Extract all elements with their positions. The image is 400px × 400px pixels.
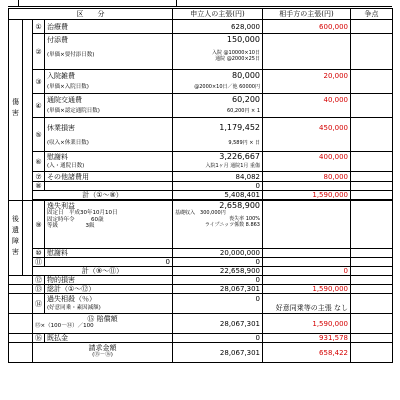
claimant-value: 80,000: [232, 71, 260, 80]
row-label: 通院交通費: [47, 96, 82, 104]
fixed-date-line: 固定日 平成30年10月10日: [47, 210, 118, 216]
table-row: [9, 258, 393, 267]
subtotal-row: [9, 267, 393, 276]
row-label: 請求金額: [88, 344, 117, 352]
header-category: 区 分: [9, 9, 173, 20]
divider: [18, 0, 19, 6]
claimant-cell: [173, 70, 263, 94]
table-row: [9, 20, 393, 34]
table-row: [9, 34, 393, 70]
claimant-value: 2,658,900: [219, 201, 260, 210]
age-line: 固定時年令 60歳: [47, 216, 104, 223]
claimant-value: 60,200: [232, 95, 260, 104]
respondent-value: [263, 34, 351, 70]
row-number: ②: [33, 34, 45, 70]
lost-income-cell: [45, 201, 173, 249]
row-label-cell: [45, 294, 173, 314]
respondent-value: 80,000: [263, 172, 351, 182]
blank-cell: [9, 285, 33, 294]
loss-rate-line: 喪失率 100%: [229, 216, 260, 222]
subtotal-claimant: 5,408,401: [173, 191, 263, 200]
claimant-detail: 60,200円 × 1: [226, 108, 260, 114]
table-row: [9, 314, 393, 334]
issue-cell: [351, 294, 393, 314]
respondent-value: [263, 249, 351, 258]
row-label: 既払金: [45, 334, 173, 343]
row-label: その他諸費用: [45, 172, 173, 182]
issue-cell: [351, 276, 393, 285]
subtotal-label: 計（⑨～⑪）: [33, 267, 173, 276]
blank-amount-mid: 0: [45, 258, 173, 267]
row-sublabel: (好意同乗・素因減額): [47, 305, 101, 311]
row-label: 慰謝料: [45, 249, 173, 258]
table-row: [9, 276, 393, 285]
respondent-value: 40,000: [263, 94, 351, 118]
claimant-value: 0: [173, 334, 263, 343]
claimant-value: 0: [173, 294, 263, 314]
grade-line: 等級 3級: [47, 223, 95, 229]
issue-cell: [351, 172, 393, 182]
blank-cell: [9, 314, 33, 334]
issue-cell: [351, 191, 393, 200]
row-number: ⑬: [33, 285, 45, 294]
respondent-value: 450,000: [263, 118, 351, 152]
claimant-value: 20,000,000: [173, 249, 263, 258]
issue-cell: [351, 201, 393, 249]
claimant-cell: [173, 118, 263, 152]
row-number: ①: [33, 20, 45, 34]
claim-table: [8, 8, 393, 363]
respondent-value: 1,590,000: [263, 314, 351, 334]
row-number: ⑯: [33, 334, 45, 343]
respondent-value: [263, 276, 351, 285]
respondent-value: 20,000: [263, 70, 351, 94]
row-sublabel: (⑮－⑯): [92, 352, 113, 358]
row-number: ⑤: [33, 118, 45, 152]
header-respondent: 相手方の主張(円): [263, 9, 351, 20]
row-sublabel: (単価×入院日数): [47, 84, 89, 90]
issue-cell: [351, 94, 393, 118]
claimant-value: 0: [173, 276, 263, 285]
issue-cell: [351, 314, 393, 334]
group-aftereffect: 後遺障害: [9, 201, 23, 276]
issue-cell: [351, 334, 393, 343]
row-label-cell: [45, 118, 173, 152]
respondent-value: 600,000: [263, 20, 351, 34]
issue-cell: [351, 152, 393, 172]
claimant-value: 150,000: [226, 35, 260, 44]
table-row: [9, 334, 393, 343]
row-number: ⑧: [33, 182, 45, 191]
claimant-value: 3,226,667: [219, 152, 260, 161]
row-number: ⑩: [33, 249, 45, 258]
table-row: [9, 343, 393, 363]
issue-cell: [351, 267, 393, 276]
subtotal-row: [9, 191, 393, 200]
table-row: [9, 118, 393, 152]
respondent-value: [263, 258, 351, 267]
respondent-value: 400,000: [263, 152, 351, 172]
claimant-value: 0: [173, 258, 263, 267]
claimant-cell: [173, 34, 263, 70]
table-row: [9, 249, 393, 258]
row-label-cell: [45, 70, 173, 94]
issue-cell: [351, 343, 393, 363]
row-sublabel: ⑬×（100－⑭）／100: [35, 323, 94, 329]
row-label: 逸失利益: [47, 202, 75, 210]
row-label-cell: [45, 94, 173, 118]
respondent-value: 1,590,000: [263, 285, 351, 294]
basic-income-line: 基礎収入 300,000円: [175, 210, 226, 216]
claimant-value: 84,082: [173, 172, 263, 182]
row-label: 入院雑費: [47, 72, 75, 80]
respondent-value: [263, 182, 351, 191]
table-row: [9, 285, 393, 294]
blank-cell: [9, 276, 33, 285]
row-label: ⑮ 賠償額: [87, 315, 118, 323]
claimant-value: 28,067,301: [173, 314, 263, 334]
claimant-cell: [173, 94, 263, 118]
subtotal-label: 計（①～⑧）: [33, 191, 173, 200]
row-number: ④: [33, 94, 45, 118]
table-row: [9, 294, 393, 314]
blank-cell: [9, 334, 33, 343]
table-row: [9, 182, 393, 191]
claimant-cell: [173, 152, 263, 172]
row-sublabel: (単価×認定通院日数): [47, 108, 100, 114]
header-row: [9, 9, 393, 20]
claimant-detail: 入院 @10000×10日 通院 @2000×25日: [211, 50, 260, 62]
claim-sheet: [8, 0, 392, 400]
claimant-value: 28,067,301: [173, 285, 263, 294]
row-label: 総計（①～⑫）: [45, 285, 173, 294]
row-number: ⑪: [33, 258, 45, 267]
respondent-note: 好意同乗等の主張 なし: [263, 294, 351, 314]
respondent-value: 658,422: [263, 343, 351, 363]
row-label: 休業損害: [47, 124, 75, 132]
respondent-value: [263, 201, 351, 249]
row-sublabel: (単価×要付添日数): [47, 52, 95, 58]
issue-cell: [351, 249, 393, 258]
issue-cell: [351, 34, 393, 70]
row-number: ⑦: [33, 172, 45, 182]
group-injury: 傷害: [9, 20, 23, 201]
row-sublabel: (入・通院日数): [47, 163, 85, 169]
blank-cell: [9, 294, 33, 314]
claimant-detail: @2000×10日／他 60000円: [194, 84, 260, 90]
respondent-value: 931,578: [263, 334, 351, 343]
issue-cell: [351, 118, 393, 152]
issue-cell: [351, 182, 393, 191]
claimant-cell: [173, 201, 263, 249]
row-number: ⑫: [33, 276, 45, 285]
row-label: 治療費: [45, 20, 173, 34]
issue-cell: [351, 258, 393, 267]
row-number: ③: [33, 70, 45, 94]
issue-cell: [351, 20, 393, 34]
row-number: ⑨: [33, 201, 45, 249]
row-sublabel: (収入×休業日数): [47, 140, 89, 146]
claimant-detail: 9,589円 × 日: [228, 140, 260, 146]
subtotal-respondent: 0: [263, 267, 351, 276]
row-label: 慰謝料: [47, 153, 68, 161]
header-issue: 争点: [351, 9, 393, 20]
table-row: [9, 70, 393, 94]
table-row: [9, 172, 393, 182]
divider: [176, 0, 177, 6]
subtotal-respondent: 1,590,000: [263, 191, 351, 200]
top-border: [8, 0, 392, 7]
row-label-cell: [33, 314, 173, 334]
row-label-cell: [45, 34, 173, 70]
group-injury-spacer: [23, 20, 33, 201]
row-label: 過失相殺（％）: [47, 295, 96, 303]
table-row: [9, 94, 393, 118]
row-label-cell: [45, 152, 173, 172]
table-row: [9, 152, 393, 172]
row-label: [45, 182, 173, 191]
table-row: [9, 201, 393, 249]
row-number: ⑥: [33, 152, 45, 172]
claimant-detail: 入院1ヶ月 通院1月 重傷: [205, 163, 260, 169]
claimant-value: 1,179,452: [219, 123, 260, 132]
row-number: ⑭: [33, 294, 45, 314]
header-claimant: 申立人の主張(円): [173, 9, 263, 20]
claimant-value: 28,067,301: [173, 343, 263, 363]
leibniz-line: ライプニッツ係数 8.863: [204, 222, 260, 228]
issue-cell: [351, 70, 393, 94]
row-label: 物的損害: [45, 276, 173, 285]
group-aftereffect-spacer: [23, 201, 33, 276]
row-label-cell: [33, 343, 173, 363]
claimant-value: 0: [173, 182, 263, 191]
issue-cell: [351, 285, 393, 294]
row-label: 付添費: [47, 36, 68, 44]
blank-cell: [9, 343, 33, 363]
subtotal-claimant: 22,658,900: [173, 267, 263, 276]
claimant-value: 628,000: [173, 20, 263, 34]
